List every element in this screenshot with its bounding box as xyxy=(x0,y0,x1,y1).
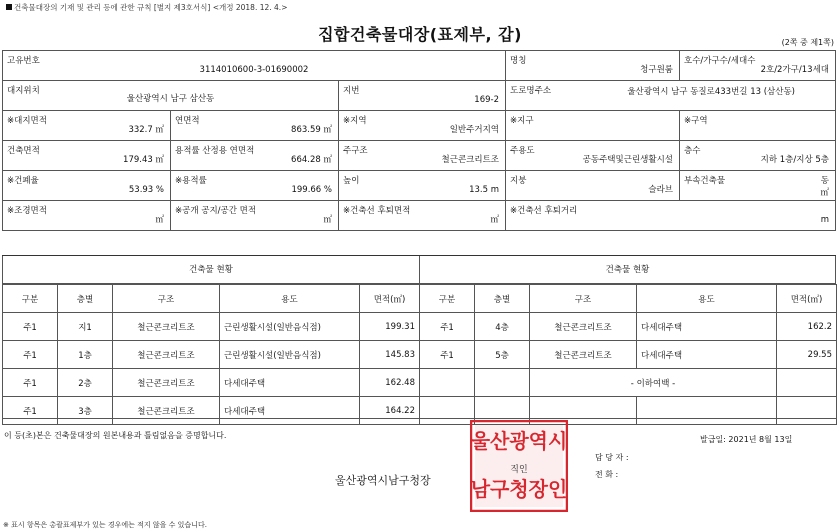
landscape-area-cell xyxy=(2,200,170,230)
district-cell xyxy=(505,110,679,140)
zone-cell xyxy=(338,110,505,140)
column-header: 층별 xyxy=(475,285,530,313)
blank-note: - 이하여백 - xyxy=(530,369,777,397)
far-area-value: 664.28 xyxy=(291,155,321,165)
total-floor-area-value: 863.59 xyxy=(291,125,321,135)
cell-area: 29.55 xyxy=(777,341,837,369)
building-area-label: 건축면적 xyxy=(7,146,40,156)
building-area-value: 179.43 xyxy=(123,155,153,165)
lot-label: 지번 xyxy=(343,86,360,96)
column-header: 구조 xyxy=(113,285,220,313)
road-address-value: 울산광역시 남구 동질로433번길 13 (삼산동) xyxy=(627,87,795,97)
lot-value: 169-2 xyxy=(474,95,499,105)
column-header: 구분 xyxy=(3,285,58,313)
road-address-label: 도로명주소 xyxy=(510,86,552,96)
floor-area-ratio-label: ※용적률 xyxy=(175,176,207,186)
cell-floor: 4층 xyxy=(475,313,530,341)
unique-number-value: 3114010600-3-01690002 xyxy=(199,65,309,75)
setback-area-unit: ㎡ xyxy=(490,215,499,225)
legal-notice xyxy=(6,2,287,13)
column-header: 용도 xyxy=(220,285,360,313)
height-cell xyxy=(338,170,505,200)
cell-type: 주1 xyxy=(420,313,475,341)
coverage-ratio-value: 53.93 xyxy=(128,185,154,195)
main-use-label: 주용도 xyxy=(510,146,535,156)
column-header: 면적(㎡) xyxy=(360,285,420,313)
zone-label: ※지역 xyxy=(343,116,367,126)
building-area-cell xyxy=(2,140,170,170)
column-header: 용도 xyxy=(637,285,777,313)
official-seal-icon xyxy=(470,420,568,512)
site-area-unit: ㎡ xyxy=(155,125,164,135)
info-row-3 xyxy=(2,110,836,140)
coverage-ratio-label: ※건폐율 xyxy=(7,176,39,186)
landscape-area-unit: ㎡ xyxy=(155,215,164,225)
cell-type: 주1 xyxy=(3,313,58,341)
site-area-label: ※대지면적 xyxy=(7,116,47,126)
bullet-square-icon xyxy=(6,4,12,10)
footnote: ※ 표시 항목은 총괄표제부가 있는 경우에는 적지 않을 수 있습니다. xyxy=(3,521,207,529)
cell-use: 다세대주택 xyxy=(637,313,777,341)
floor-status-table-left xyxy=(2,284,420,425)
total-floor-area-label: 연면적 xyxy=(175,116,200,126)
annex-label: 부속건축물 xyxy=(684,176,726,186)
main-structure-value: 철근콘크리트조 xyxy=(441,155,499,165)
issue-date: 발급일: 2021년 8월 13일 xyxy=(700,435,793,444)
info-row-6 xyxy=(2,200,836,231)
roof-label: 지붕 xyxy=(510,176,527,186)
cell-structure: 철근콘크리트조 xyxy=(113,341,220,369)
coverage-ratio-unit: % xyxy=(155,185,164,195)
height-value: 13.5 xyxy=(469,185,489,195)
table-row xyxy=(3,313,420,341)
info-row-5 xyxy=(2,170,836,200)
coverage-ratio-cell xyxy=(2,170,170,200)
officer-info xyxy=(595,449,629,483)
legal-notice-text: 건축물대장의 기재 및 관리 등에 관한 규칙 [별지 제3호서식] <개정 2018. 12. 4.> xyxy=(14,3,288,12)
column-header: 구조 xyxy=(530,285,637,313)
units-label: 호수/가구수/세대수 xyxy=(684,56,756,66)
setback-area-label: ※건축선 후퇴면적 xyxy=(343,206,411,216)
cell-area: 145.83 xyxy=(360,341,420,369)
table-row xyxy=(3,397,420,425)
cell-structure: 철근콘크리트조 xyxy=(113,397,220,425)
cell-structure: 철근콘크리트조 xyxy=(530,341,637,369)
issuer-name: 울산광역시남구청장 xyxy=(335,474,431,487)
name-cell xyxy=(505,50,679,80)
name-value: 청구원룸 xyxy=(640,65,673,75)
phone-label: 전 화 : xyxy=(595,470,619,479)
cell-floor: 1층 xyxy=(58,341,113,369)
floor-table-header xyxy=(3,285,420,313)
name-label: 명칭 xyxy=(510,56,527,66)
cell-floor: 지1 xyxy=(58,313,113,341)
floor-status-title-left: 건축물 현황 xyxy=(2,256,419,284)
setback-distance-cell xyxy=(505,200,836,230)
zone-value: 일반주거지역 xyxy=(449,125,499,135)
setback-distance-unit: m xyxy=(820,215,829,225)
landscape-area-label: ※조경면적 xyxy=(7,206,47,216)
cell-type: 주1 xyxy=(3,397,58,425)
seal-text-top: 울산광역시 xyxy=(470,429,568,453)
cell-area: 164.22 xyxy=(360,397,420,425)
area-zone-cell xyxy=(679,110,836,140)
site-area-cell xyxy=(2,110,170,140)
cell-floor: 5층 xyxy=(475,341,530,369)
certification-text: 이 등(초)본은 건축물대장의 원본내용과 틀림없음을 증명합니다. xyxy=(4,431,227,440)
table-row xyxy=(420,313,837,341)
open-space-unit: ㎡ xyxy=(323,215,332,225)
roof-value: 슬라브 xyxy=(648,185,673,195)
info-row-2 xyxy=(2,80,836,110)
table-row xyxy=(3,341,420,369)
main-use-cell xyxy=(505,140,679,170)
unique-number-label: 고유번호 xyxy=(7,56,40,66)
column-header: 층별 xyxy=(58,285,113,313)
cell-use: 근린생활시설(일반음식점) xyxy=(220,313,360,341)
annex-cell xyxy=(679,170,836,200)
floors-label: 층수 xyxy=(684,146,701,156)
open-space-cell xyxy=(170,200,338,230)
units-cell xyxy=(679,50,836,80)
far-area-label: 용적률 산정용 연면적 xyxy=(175,146,255,156)
floor-status-title-right: 건축물 현황 xyxy=(419,256,836,284)
floor-area-ratio-value: 199.66 xyxy=(291,185,322,195)
info-row-1 xyxy=(2,50,836,80)
site-area-value: 332.7 xyxy=(128,125,153,135)
floor-area-ratio-cell xyxy=(170,170,338,200)
cell-area: 162.48 xyxy=(360,369,420,397)
cell-use: 근린생활시설(일반음식점) xyxy=(220,341,360,369)
open-space-label: ※공개 공지/공간 면적 xyxy=(175,206,257,216)
area-zone-label: ※구역 xyxy=(684,116,708,126)
seal-text-bottom: 남구청장인 xyxy=(470,477,568,501)
main-structure-cell xyxy=(338,140,505,170)
annex-value: 동 xyxy=(820,176,829,186)
cell-floor: 2층 xyxy=(58,369,113,397)
units-value: 2호/2가구/13세대 xyxy=(760,65,829,75)
unique-number-cell xyxy=(2,50,505,80)
height-label: 높이 xyxy=(343,176,360,186)
road-address-cell xyxy=(505,80,836,110)
cell-area: 162.2 xyxy=(777,313,837,341)
cell-floor: 3층 xyxy=(58,397,113,425)
floor-status-left xyxy=(2,256,419,425)
table-row xyxy=(420,369,837,397)
location-value: 울산광역시 남구 삼산동 xyxy=(126,94,215,104)
location-label: 대지위치 xyxy=(7,86,40,96)
total-floor-area-unit: ㎡ xyxy=(323,125,332,135)
annex-unit: ㎡ xyxy=(820,188,829,198)
building-info-grid xyxy=(2,50,836,231)
district-label: ※지구 xyxy=(510,116,534,126)
cell-type: 주1 xyxy=(420,341,475,369)
table-row xyxy=(3,369,420,397)
cell-use: 다세대주택 xyxy=(220,397,360,425)
cell-structure: 철근콘크리트조 xyxy=(113,313,220,341)
cell-use: 다세대주택 xyxy=(637,341,777,369)
far-area-cell xyxy=(170,140,338,170)
column-header: 구분 xyxy=(420,285,475,313)
building-area-unit: ㎡ xyxy=(155,155,164,165)
table-row xyxy=(420,341,837,369)
column-header: 면적(㎡) xyxy=(777,285,837,313)
floor-status-table-right xyxy=(419,284,837,425)
main-use-value: 공동주택및근린생활시설 xyxy=(582,155,673,165)
roof-cell xyxy=(505,170,679,200)
cell-area: 199.31 xyxy=(360,313,420,341)
cell-type: 주1 xyxy=(3,369,58,397)
page-indicator: (2쪽 중 제1쪽) xyxy=(781,38,834,47)
setback-distance-label: ※건축선 후퇴거리 xyxy=(510,206,578,216)
document-title: 집합건축물대장(표제부, 갑) xyxy=(318,25,522,44)
cell-structure: 철근콘크리트조 xyxy=(113,369,220,397)
floors-value: 지하 1층/지상 5층 xyxy=(760,155,829,165)
floor-area-ratio-unit: % xyxy=(323,185,332,195)
main-structure-label: 주구조 xyxy=(343,146,368,156)
total-floor-area-cell xyxy=(170,110,338,140)
cell-use: 다세대주택 xyxy=(220,369,360,397)
floor-status-section xyxy=(2,255,836,419)
height-unit: m xyxy=(490,185,499,195)
floors-cell xyxy=(679,140,836,170)
setback-area-cell xyxy=(338,200,505,230)
lot-cell xyxy=(338,80,505,110)
floor-status-right xyxy=(419,256,836,425)
seal-mark: 직인 xyxy=(510,465,528,475)
cell-type: 주1 xyxy=(3,341,58,369)
info-row-4 xyxy=(2,140,836,170)
location-cell xyxy=(2,80,338,110)
officer-label: 담 당 자 : xyxy=(595,453,629,462)
floor-table-header xyxy=(420,285,837,313)
cell-structure: 철근콘크리트조 xyxy=(530,313,637,341)
far-area-unit: ㎡ xyxy=(323,155,332,165)
